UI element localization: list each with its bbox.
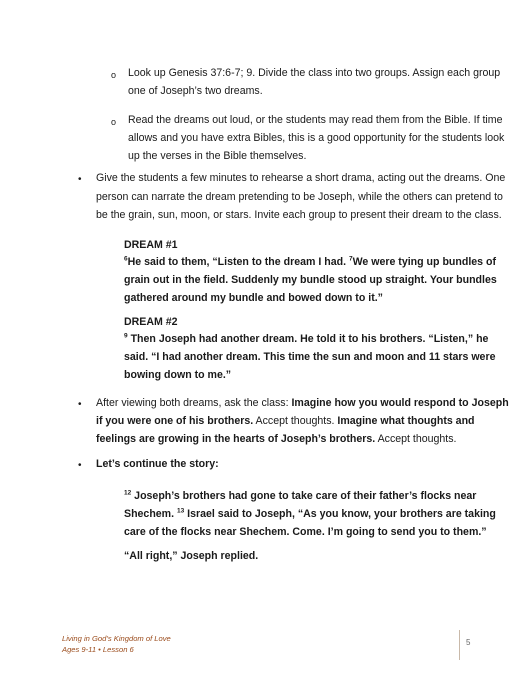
story-reply: “All right,” Joseph replied. bbox=[124, 550, 259, 562]
bullet-line: be the grain, sun, moon, or stars. Invite each group to present their dream to the class. bbox=[96, 209, 502, 221]
dream-text-line: grain out in the field. Suddenly my bundle stood up straight. Your bundles bbox=[124, 274, 497, 286]
bullet-marker: • bbox=[78, 460, 82, 471]
bullet-heading: Let’s continue the story: bbox=[96, 458, 219, 470]
bullet-line: feelings are growing in the hearts of Joseph’s brothers. Accept thoughts. bbox=[96, 433, 457, 445]
verse-number: 6 bbox=[124, 255, 128, 263]
footer-subtitle: Ages 9-11 • Lesson 6 bbox=[62, 645, 134, 654]
story-line: care of the flocks near Shechem. Come. I’m going to send you to them.” bbox=[124, 526, 487, 538]
dream-text-line: said. “I had another dream. This time the sun and moon and 11 stars were bbox=[124, 351, 496, 363]
story-line: $^{12}$ Joseph’s brothers had gone to take care of their father’s flocks near bbox=[124, 489, 477, 502]
verse-number: 13 bbox=[177, 507, 185, 515]
dream-text-line: gathered around my bundle and bowed down to it.” bbox=[124, 292, 383, 304]
story-line: Shechem. $^{13}$ Israel said to Joseph, “As you know, your brothers are taking bbox=[124, 507, 496, 520]
sub-item-line: up the verses in the Bible themselves. bbox=[128, 150, 307, 162]
dream-heading: DREAM #1 bbox=[124, 239, 178, 251]
sub-item-line: one of Joseph’s two dreams. bbox=[128, 85, 263, 97]
verse-number: 7 bbox=[348, 255, 353, 263]
sub-item-line: allows and you have extra Bibles, this is a good opportunity for the students look bbox=[128, 132, 505, 144]
bullet-marker: • bbox=[78, 399, 82, 410]
sub-bullet-marker: o bbox=[111, 117, 117, 127]
bullet-line: Give the students a few minutes to rehearse a short drama, acting out the dreams. One bbox=[96, 172, 506, 184]
verse-number: 12 bbox=[124, 489, 132, 497]
page-number: 5 bbox=[466, 638, 471, 647]
sub-item-line: Read the dreams out loud, or the students may read them from the Bible. If time bbox=[128, 114, 503, 126]
bullet-line: person can narrate the dream pretending to be Joseph, while the others can pretend to bbox=[96, 191, 503, 203]
bullet-line: After viewing both dreams, ask the class: Imagine how you would respond to Joseph bbox=[96, 397, 509, 409]
dream-text-line: $^6$He said to them, “Listen to the dream I had. $^7$We were tying up bundles of bbox=[124, 255, 496, 268]
sub-bullet-marker: o bbox=[111, 70, 117, 80]
footer-divider bbox=[459, 630, 460, 660]
dream-text-line: bowing down to me.” bbox=[124, 369, 232, 381]
verse-number: 9 bbox=[124, 332, 128, 340]
sub-item-line: Look up Genesis 37:6-7; 9. Divide the class into two groups. Assign each group bbox=[128, 67, 501, 79]
footer-title: Living in God’s Kingdom of Love bbox=[62, 634, 171, 643]
dream-heading: DREAM #2 bbox=[124, 316, 178, 328]
bullet-marker: • bbox=[78, 174, 82, 185]
dream-text-line: $^9$ Then Joseph had another dream. He told it to his brothers. “Listen,” he bbox=[124, 332, 489, 345]
bullet-line: if you were one of his brothers. Accept thoughts. Imagine what thoughts and bbox=[96, 415, 475, 427]
